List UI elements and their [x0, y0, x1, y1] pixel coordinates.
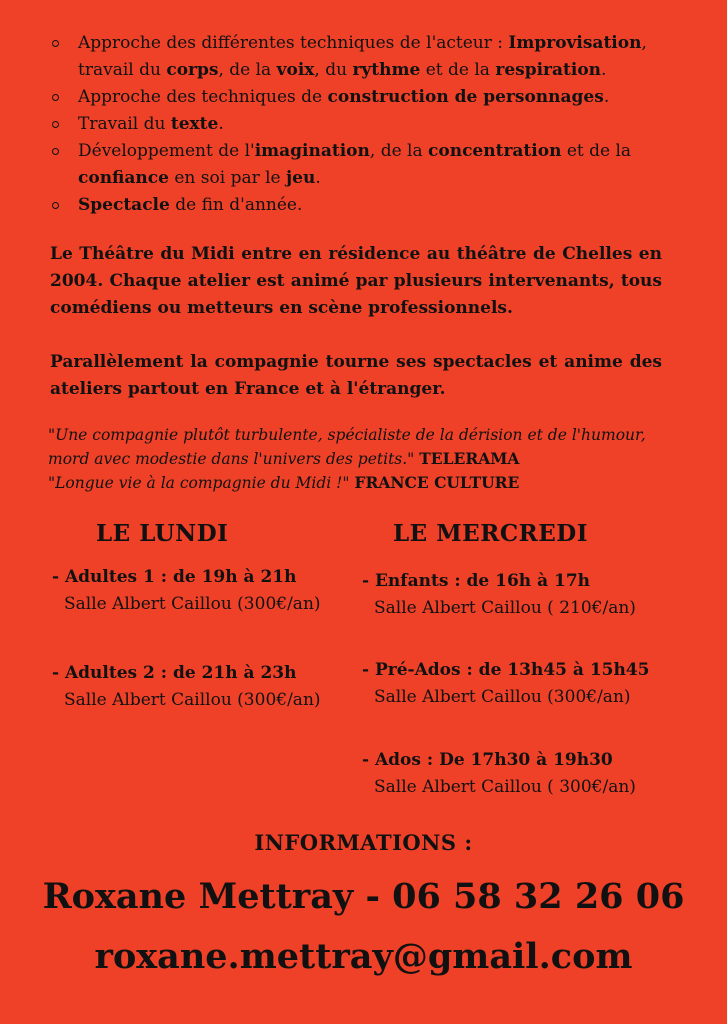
emphasis-text: voix [276, 60, 315, 80]
press-quotes [48, 423, 668, 495]
objective-item [50, 138, 665, 192]
wednesday-slot-preteens [362, 660, 650, 707]
body-text: , de la [369, 141, 429, 161]
slot-room: Salle Albert Caillou (300€/an) [64, 690, 321, 710]
objective-item [50, 30, 665, 84]
bullet-circle-icon [52, 148, 59, 155]
emphasis-text: rythme [352, 60, 421, 80]
quote-source: FRANCE CULTURE [354, 473, 520, 492]
bullet-circle-icon [52, 40, 59, 47]
body-text: . [601, 60, 607, 80]
wednesday-slot-teens [362, 750, 636, 797]
wednesday-slot-children [362, 571, 636, 618]
body-text: de fin d'année. [169, 195, 303, 215]
slot-room: Salle Albert Caillou (300€/an) [64, 594, 321, 614]
body-text: Développement de l' [78, 141, 255, 161]
body-text: Travail du [78, 114, 171, 134]
bullet-circle-icon [52, 94, 59, 101]
body-text: , de la [218, 60, 277, 80]
monday-slot-adults-1 [52, 567, 321, 614]
emphasis-text: construction de personnages [327, 87, 604, 107]
body-text: , travail du [78, 33, 647, 80]
contact-email: roxane.mettray@gmail.com [94, 936, 633, 977]
slot-room: Salle Albert Caillou ( 300€/an) [374, 777, 636, 797]
objective-item [50, 111, 665, 138]
objectives-list [50, 30, 665, 219]
press-quote-1 [48, 423, 668, 471]
emphasis-text: texte [170, 114, 219, 134]
emphasis-text: respiration [495, 60, 602, 80]
wednesday-title: LE MERCREDI [393, 520, 588, 547]
monday-slot-adults-2 [52, 663, 321, 710]
emphasis-text: corps [166, 60, 219, 80]
contact-name-phone: Roxane Mettray - 06 58 32 26 06 [42, 876, 685, 917]
body-text: et de la [561, 141, 632, 161]
body-text: , du [314, 60, 353, 80]
slot-time: - Adultes 1 : de 19h à 21h [52, 567, 297, 587]
objective-item [50, 84, 665, 111]
slot-room: Salle Albert Caillou (300€/an) [374, 687, 631, 707]
quote-text: "Longue vie à la compagnie du Midi !" [48, 474, 350, 492]
slot-time: - Adultes 2 : de 21h à 23h [52, 663, 297, 683]
slot-room: Salle Albert Caillou ( 210€/an) [374, 598, 636, 618]
emphasis-text: Spectacle [78, 195, 170, 215]
quote-text: "Une compagnie plutôt turbulente, spécialiste de la dérision et de l'humour, mord avec modestie dans l'univers des petits." [48, 426, 646, 468]
body-text: . [315, 168, 321, 188]
info-title: INFORMATIONS : [254, 830, 473, 855]
bullet-circle-icon [52, 121, 59, 128]
body-text: et de la [420, 60, 496, 80]
body-text: Approche des techniques de [78, 87, 328, 107]
emphasis-text: Improvisation [508, 33, 642, 53]
body-text: en soi par le [168, 168, 287, 188]
objective-item [50, 192, 665, 219]
emphasis-text: confiance [78, 168, 169, 188]
monday-title: LE LUNDI [96, 520, 229, 547]
slot-time: - Pré-Ados : de 13h45 à 15h45 [362, 660, 650, 680]
slot-time: - Enfants : de 16h à 17h [362, 571, 591, 591]
body-text: Approche des différentes techniques de l'acteur : [78, 33, 509, 53]
press-quote-2 [48, 471, 668, 495]
bullet-circle-icon [52, 202, 59, 209]
residence-paragraph: Le Théâtre du Midi entre en résidence au théâtre de Chelles en 2004. Chaque atelier est animé par plusieurs intervenants, tous comédiens ou metteurs en scène professionnels. [50, 244, 662, 318]
body-text: . [603, 87, 610, 107]
emphasis-text: imagination [254, 141, 370, 161]
body-text: . [218, 114, 224, 134]
emphasis-text: concentration [428, 141, 562, 161]
emphasis-text: jeu [286, 168, 316, 188]
slot-time: - Ados : De 17h30 à 19h30 [362, 750, 613, 770]
touring-paragraph: Parallèlement la compagnie tourne ses spectacles et anime des ateliers partout en France et à l'étranger. [50, 352, 662, 399]
quote-source: TELERAMA [419, 449, 520, 468]
